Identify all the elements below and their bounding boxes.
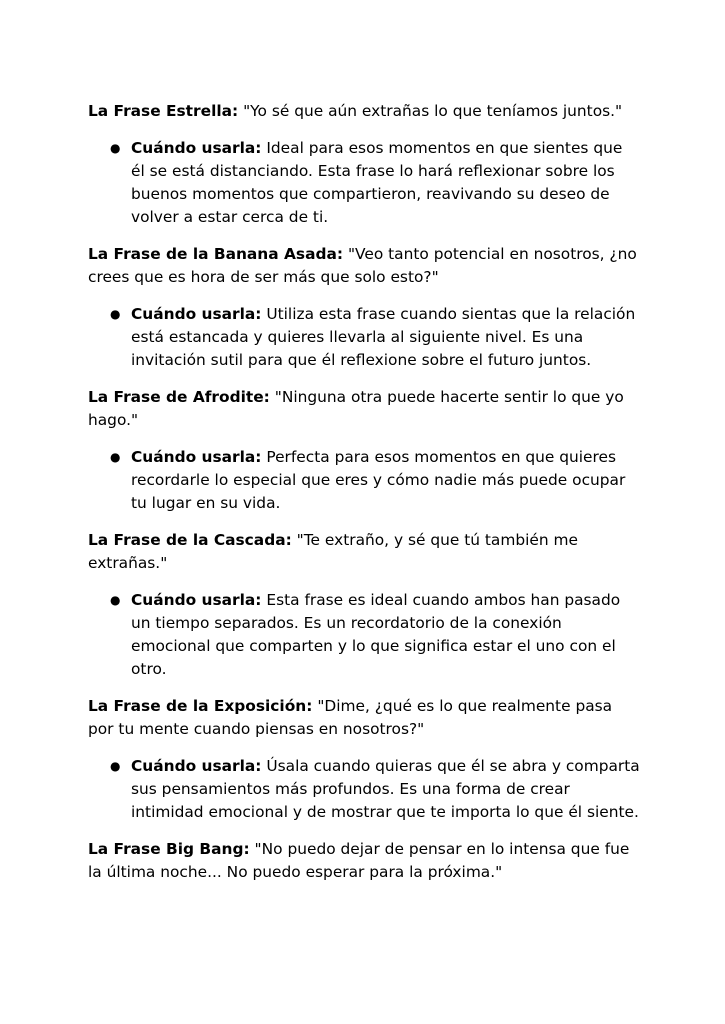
usage-label: Cuándo usarla: xyxy=(131,591,262,609)
phrase-exposicion xyxy=(88,695,640,741)
usage-text: Perfecta para esos momentos en que quieres recordarle lo especial que eres y cómo nadie más puede ocupar tu lugar en su vida. xyxy=(131,448,626,512)
phrase-quote: "No puedo dejar de pensar en lo intensa que fue la última noche... No puedo esperar para la próxima." xyxy=(88,840,630,881)
phrase-big-bang xyxy=(88,838,640,884)
usage-text: Ideal para esos momentos en que sientes que él se está distanciando. Esta frase lo hará reflexionar sobre los buenos momentos que compartieron, reavivando su deseo de volver a estar cerca de ti. xyxy=(131,139,623,226)
document-page xyxy=(88,100,640,898)
phrase-quote: "Veo tanto potencial en nosotros, ¿no crees que es hora de ser más que solo esto?" xyxy=(88,245,637,286)
bullet-icon: ● xyxy=(110,593,121,607)
phrase-name: La Frase de la Cascada: xyxy=(88,531,292,549)
phrase-estrella xyxy=(88,100,640,123)
usage-text: Úsala cuando quieras que él se abra y comparta sus pensamientos más profundos. Es una forma de crear intimidad emocional y de mostrar que te importa lo que él siente. xyxy=(131,757,640,821)
usage-label: Cuándo usarla: xyxy=(131,139,262,157)
usage-item xyxy=(88,589,640,681)
phrase-name: La Frase Big Bang: xyxy=(88,840,250,858)
phrase-afrodite xyxy=(88,386,640,432)
usage-label: Cuándo usarla: xyxy=(131,757,262,775)
phrase-quote: "Te extraño, y sé que tú también me extrañas." xyxy=(88,531,578,572)
bullet-icon: ● xyxy=(110,759,121,773)
phrase-cascada xyxy=(88,529,640,575)
usage-item xyxy=(88,446,640,515)
phrase-quote: "Yo sé que aún extrañas lo que teníamos juntos." xyxy=(243,102,623,120)
phrase-banana-asada xyxy=(88,243,640,289)
usage-text: Esta frase es ideal cuando ambos han pasado un tiempo separados. Es un recordatorio de la conexión emocional que comparten y lo que significa estar el uno con el otro. xyxy=(131,591,621,678)
phrase-name: La Frase de la Exposición: xyxy=(88,697,313,715)
phrase-name: La Frase de Afrodite: xyxy=(88,388,270,406)
phrase-quote: "Ninguna otra puede hacerte sentir lo que yo hago." xyxy=(88,388,624,429)
bullet-icon: ● xyxy=(110,450,121,464)
bullet-icon: ● xyxy=(110,307,121,321)
phrase-quote: "Dime, ¿qué es lo que realmente pasa por tu mente cuando piensas en nosotros?" xyxy=(88,697,613,738)
phrase-name: La Frase Estrella: xyxy=(88,102,239,120)
usage-item xyxy=(88,755,640,824)
usage-label: Cuándo usarla: xyxy=(131,448,262,466)
usage-label: Cuándo usarla: xyxy=(131,305,262,323)
usage-item xyxy=(88,303,640,372)
usage-text: Utiliza esta frase cuando sientas que la relación está estancada y quieres llevarla al siguiente nivel. Es una invitación sutil para que él reflexione sobre el futuro juntos. xyxy=(131,305,636,369)
phrase-name: La Frase de la Banana Asada: xyxy=(88,245,344,263)
bullet-icon: ● xyxy=(110,141,121,155)
usage-item xyxy=(88,137,640,229)
